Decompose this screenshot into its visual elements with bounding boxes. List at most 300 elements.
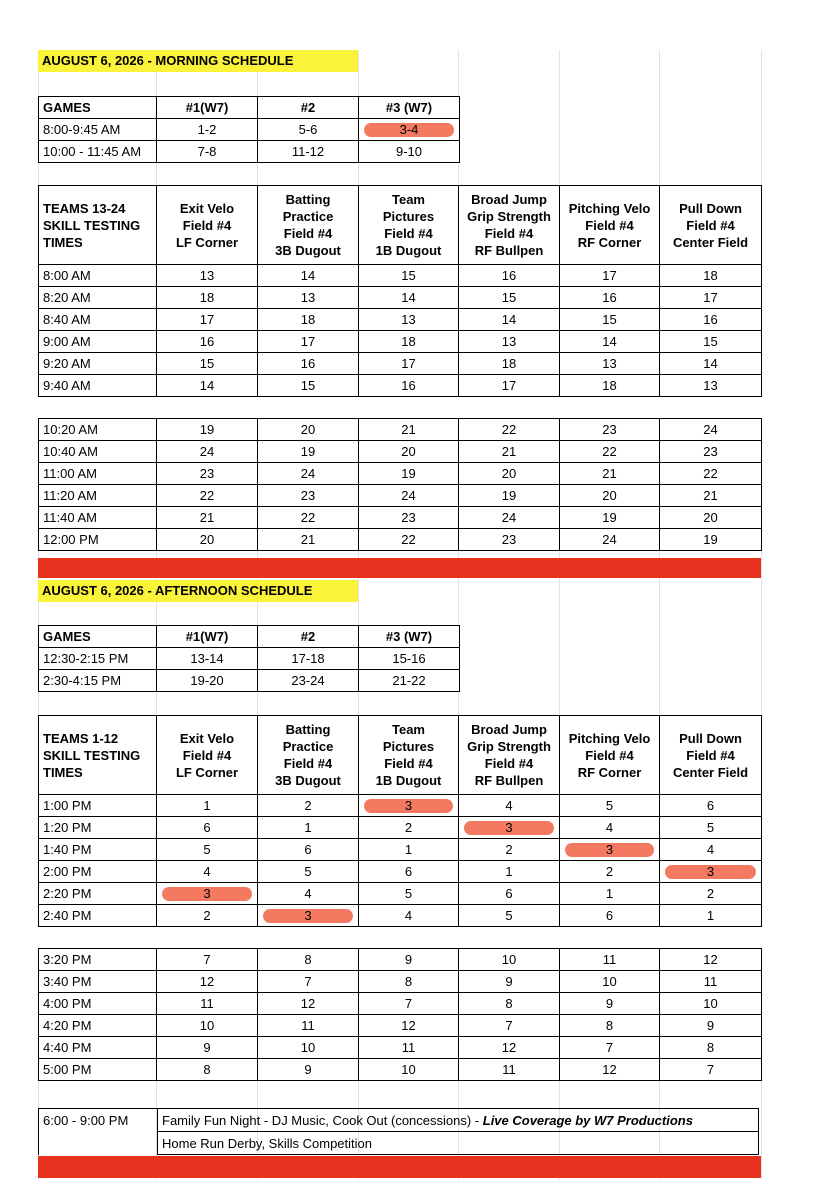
team-number: 13 [199,268,215,283]
team-cell [660,375,762,397]
station-header-line: Field #4 [182,217,232,233]
team-number: 4 [304,886,312,901]
skill-row [39,839,762,861]
team-cell [560,529,660,551]
station-header-line: LF Corner [175,234,239,250]
team-cell [459,795,560,817]
team-number: 4 [505,798,513,813]
team-number: 21 [300,532,316,547]
team-cell [660,529,762,551]
team-number: 9 [605,996,614,1011]
team-cell [660,331,762,353]
team-cell [157,971,258,993]
team-number: 17 [199,312,215,327]
team-number: 19 [602,510,617,525]
team-number: 21 [501,444,517,459]
team-number: 21 [401,422,416,437]
team-cell [258,265,359,287]
team-cell [359,839,459,861]
team-number: 7 [706,1062,715,1077]
evening-text-1: Family Fun Night - DJ Music, Cook Out (concessions) - [162,1112,483,1128]
skill-time: 2:20 PM [39,883,157,905]
team-cell [660,949,762,971]
skill-time: 3:40 PM [39,971,157,993]
team-number: 6 [706,798,715,813]
game-column-header: #1(W7) [157,97,258,119]
team-cell [157,905,258,927]
station-header-line: Field #4 [686,217,735,233]
team-cell [459,463,560,485]
game-matchup: 7-8 [157,141,258,163]
station-header-line: Pictures [382,739,435,754]
label-line: SKILL TESTING [43,747,141,763]
skill-row [39,353,762,375]
team-cell [660,309,762,331]
team-number: 5 [706,820,715,835]
team-cell [359,817,459,839]
skill-row [39,1015,762,1037]
team-cell [560,971,660,993]
station-header [459,716,560,795]
team-cell [560,1037,660,1059]
team-cell [459,265,560,287]
station-header-line: Batting [285,722,331,737]
station-header-line: Field #4 [585,217,634,233]
team-number: 4 [706,842,715,857]
team-number: 17 [401,356,416,371]
team-cell [157,287,258,309]
team-number: 4 [605,820,614,835]
evening-event-table [38,1108,759,1155]
live-coverage-text: Live Coverage by W7 Productions [482,1112,693,1128]
skill-row [39,287,762,309]
games-header-label: GAMES [39,626,157,648]
team-number: 19 [401,466,416,481]
station-header [157,186,258,265]
team-cell [157,861,258,883]
team-number: 6 [304,842,312,857]
evening-time: 6:00 - 9:00 PM [39,1109,158,1132]
team-cell [258,1037,359,1059]
afternoon-games-table [38,625,460,692]
team-cell [660,905,762,927]
morning-skills-table [38,185,762,551]
team-cell [560,331,660,353]
team-cell [157,883,258,905]
team-number: 8 [706,1040,715,1055]
skill-row [39,1059,762,1081]
team-number: 7 [605,1040,614,1055]
team-number: 5 [203,842,211,857]
team-number: 24 [501,510,517,525]
team-cell [560,949,660,971]
team-cell [459,817,560,839]
team-cell [560,817,660,839]
team-number: 6 [404,864,413,879]
team-number: 19 [199,422,215,437]
station-header-line: RF Bullpen [474,773,544,788]
team-number: 22 [602,444,617,459]
team-cell [258,993,359,1015]
team-number: 17 [703,290,718,305]
team-cell [660,883,762,905]
skill-time: 8:20 AM [39,287,157,309]
team-number: 15 [703,334,718,349]
team-cell [459,949,560,971]
station-header-line: Pull Down [679,200,742,216]
team-number: 24 [199,444,215,459]
station-header-line: RF Bullpen [474,243,544,258]
team-cell [258,419,359,441]
team-cell [157,817,258,839]
team-number: 5 [404,886,413,901]
skill-time: 8:40 AM [39,309,157,331]
game-time: 10:00 - 11:45 AM [39,141,157,163]
team-cell [157,795,258,817]
team-number: 16 [199,334,215,349]
team-cell [459,1015,560,1037]
game-matchup: 23-24 [258,670,359,692]
station-header-line: 3B Dugout [275,243,341,258]
team-cell [258,507,359,529]
team-number: 20 [401,444,416,459]
team-number: 3 [605,842,614,857]
bottom-divider-band [38,1156,761,1178]
skill-time: 9:00 AM [39,331,157,353]
station-header-line: Practice [282,209,334,224]
team-cell [660,507,762,529]
team-number: 14 [501,312,517,327]
team-cell [258,463,359,485]
team-number: 22 [300,510,316,525]
team-cell [560,839,660,861]
team-number: 12 [602,1062,617,1077]
team-number: 19 [501,488,517,503]
team-cell [660,993,762,1015]
team-cell [157,485,258,507]
game-column-header: #3 (W7) [359,626,460,648]
station-header-line: Field #4 [182,747,232,763]
team-number: 10 [300,1040,316,1055]
team-cell [560,1015,660,1037]
skill-row [39,861,762,883]
team-number: 13 [401,312,416,327]
team-number: 18 [199,290,215,305]
spacer-row [39,927,762,949]
skill-row [39,265,762,287]
team-number: 13 [602,356,617,371]
skill-row [39,817,762,839]
station-header-line: Field #4 [686,747,735,763]
team-number: 21 [602,466,617,481]
team-number: 10 [602,974,617,989]
team-cell [660,485,762,507]
team-number: 22 [199,488,215,503]
team-cell [560,375,660,397]
team-number: 20 [602,488,617,503]
team-cell [560,309,660,331]
game-row [39,119,460,141]
team-cell [359,971,459,993]
station-header-line: 1B Dugout [375,243,442,258]
skill-row [39,993,762,1015]
team-cell [359,287,459,309]
station-header-line: Exit Velo [179,200,235,216]
game-row [39,670,460,692]
game-matchup: 15-16 [359,648,460,670]
team-cell [157,529,258,551]
skill-time: 1:00 PM [39,795,157,817]
skill-row [39,309,762,331]
game-matchup: 11-12 [258,141,359,163]
team-cell [258,883,359,905]
morning-schedule-title: AUGUST 6, 2026 - MORNING SCHEDULE [38,50,358,72]
team-cell [359,485,459,507]
team-number: 24 [602,532,617,547]
team-number: 10 [501,952,517,967]
label-line: SKILL TESTING [43,217,141,233]
team-cell [660,1037,762,1059]
team-cell [459,861,560,883]
team-number: 11 [502,1062,516,1077]
team-cell [560,419,660,441]
game-matchup: 19-20 [157,670,258,692]
team-cell [660,1015,762,1037]
skill-time: 12:00 PM [39,529,157,551]
team-number: 1 [304,820,312,835]
station-header-line: Field #4 [484,756,534,771]
evening-line-2: Home Run Derby, Skills Competition [158,1132,759,1155]
label-line: TEAMS 13-24 [43,200,126,216]
game-matchup: 5-6 [258,119,359,141]
team-cell [157,1015,258,1037]
team-cell [157,463,258,485]
team-cell [258,795,359,817]
team-number: 3 [706,864,715,879]
station-header-line: Center Field [672,764,749,780]
team-cell [157,993,258,1015]
team-number: 9 [304,1062,312,1077]
team-number: 13 [501,334,517,349]
team-number: 3 [505,820,513,835]
skill-time: 2:40 PM [39,905,157,927]
team-number: 2 [304,798,312,813]
team-cell [157,1037,258,1059]
team-number: 20 [199,532,215,547]
team-number: 6 [203,820,211,835]
skill-time: 1:20 PM [39,817,157,839]
game-time: 12:30-2:15 PM [39,648,157,670]
team-number: 8 [304,952,312,967]
team-cell [359,265,459,287]
team-cell [258,839,359,861]
team-cell [560,463,660,485]
team-cell [359,795,459,817]
team-number: 9 [203,1040,211,1055]
team-number: 17 [501,378,517,393]
skill-row [39,375,762,397]
skill-row [39,883,762,905]
team-number: 2 [706,886,715,901]
team-number: 1 [404,842,413,857]
section-divider-band [38,558,761,578]
team-cell [560,905,660,927]
team-cell [359,507,459,529]
team-number: 4 [404,908,413,923]
team-number: 22 [501,422,517,437]
team-number: 24 [401,488,416,503]
team-cell [258,861,359,883]
team-cell [560,507,660,529]
team-number: 1 [706,908,715,923]
team-cell [459,441,560,463]
games-header-label: GAMES [39,97,157,119]
game-matchup: 13-14 [157,648,258,670]
team-number: 11 [301,1018,315,1033]
team-number: 15 [602,312,617,327]
team-cell [560,353,660,375]
station-header-line: Field #4 [384,756,433,771]
game-time: 8:00-9:45 AM [39,119,157,141]
team-number: 18 [501,356,517,371]
station-header-line: Field #4 [484,226,534,241]
team-cell [359,375,459,397]
skill-time: 5:00 PM [39,1059,157,1081]
station-header-line: Field #4 [283,226,333,241]
station-header [560,716,660,795]
team-number: 11 [401,1040,416,1055]
game-matchup: 17-18 [258,648,359,670]
team-cell [359,353,459,375]
team-cell [258,441,359,463]
team-number: 10 [401,1062,416,1077]
team-number: 14 [300,268,316,283]
team-cell [660,441,762,463]
team-cell [258,971,359,993]
team-number: 2 [203,908,211,923]
station-header-line: Field #4 [585,747,634,763]
team-number: 7 [304,974,312,989]
game-matchup [359,119,460,141]
team-cell [560,485,660,507]
team-number: 15 [401,268,416,283]
team-cell [660,463,762,485]
skill-time: 4:00 PM [39,993,157,1015]
team-number: 18 [300,312,316,327]
station-header-line: Grip Strength [467,739,551,754]
team-cell [459,287,560,309]
game-matchup: 21-22 [359,670,460,692]
team-cell [157,353,258,375]
team-number: 6 [605,908,614,923]
team-cell [157,309,258,331]
skill-row [39,485,762,507]
team-cell [459,419,560,441]
team-cell [660,795,762,817]
team-number: 12 [199,974,215,989]
station-header-line: Field #4 [384,226,433,241]
team-number: 15 [501,290,517,305]
team-cell [157,331,258,353]
team-cell [660,817,762,839]
team-cell [359,1059,459,1081]
team-number: 23 [199,466,215,481]
team-cell [359,441,459,463]
team-number: 5 [304,864,312,879]
skill-time: 11:20 AM [39,485,157,507]
skill-row [39,507,762,529]
skill-time: 9:20 AM [39,353,157,375]
team-number: 13 [300,290,316,305]
team-cell [258,949,359,971]
skill-testing-label [39,716,157,795]
game-row [39,648,460,670]
team-cell [459,1037,560,1059]
team-number: 5 [505,908,513,923]
skill-time: 4:40 PM [39,1037,157,1059]
team-number: 20 [703,510,718,525]
team-number: 14 [199,378,215,393]
team-cell [459,971,560,993]
team-number: 7 [505,1018,513,1033]
skill-testing-label [39,186,157,265]
station-header [157,716,258,795]
team-number: 22 [401,532,416,547]
station-header-line: Practice [282,739,334,754]
game-column-header: #2 [258,626,359,648]
team-number: 12 [501,1040,517,1055]
team-cell [359,949,459,971]
team-number: 9 [404,952,413,967]
team-cell [459,905,560,927]
morning-games-table [38,96,460,163]
team-cell [258,529,359,551]
station-header [359,186,459,265]
team-number: 2 [505,842,513,857]
team-cell [560,795,660,817]
team-cell [258,905,359,927]
team-cell [660,353,762,375]
skill-time: 11:00 AM [39,463,157,485]
afternoon-schedule-title: AUGUST 6, 2026 - AFTERNOON SCHEDULE [38,580,358,602]
team-cell [459,485,560,507]
station-header-line: RF Corner [577,764,642,780]
team-number: 21 [199,510,215,525]
skill-row [39,971,762,993]
team-number: 5 [605,798,614,813]
team-cell [258,485,359,507]
team-number: 8 [404,974,413,989]
team-cell [560,265,660,287]
team-cell [560,861,660,883]
team-number: 18 [703,268,718,283]
team-cell [459,529,560,551]
game-matchup: 1-2 [157,119,258,141]
team-cell [258,1059,359,1081]
team-number: 23 [602,422,617,437]
team-number: 24 [703,422,718,437]
team-number: 8 [605,1018,614,1033]
team-number: 18 [602,378,617,393]
station-header-line: Center Field [672,234,749,250]
station-header-line: Team [392,722,425,737]
team-cell [359,1037,459,1059]
team-cell [560,441,660,463]
station-header-line: Pictures [382,209,435,224]
station-header-line: Broad Jump [471,722,547,737]
label-line: TEAMS 1-12 [43,730,119,746]
skill-row [39,331,762,353]
